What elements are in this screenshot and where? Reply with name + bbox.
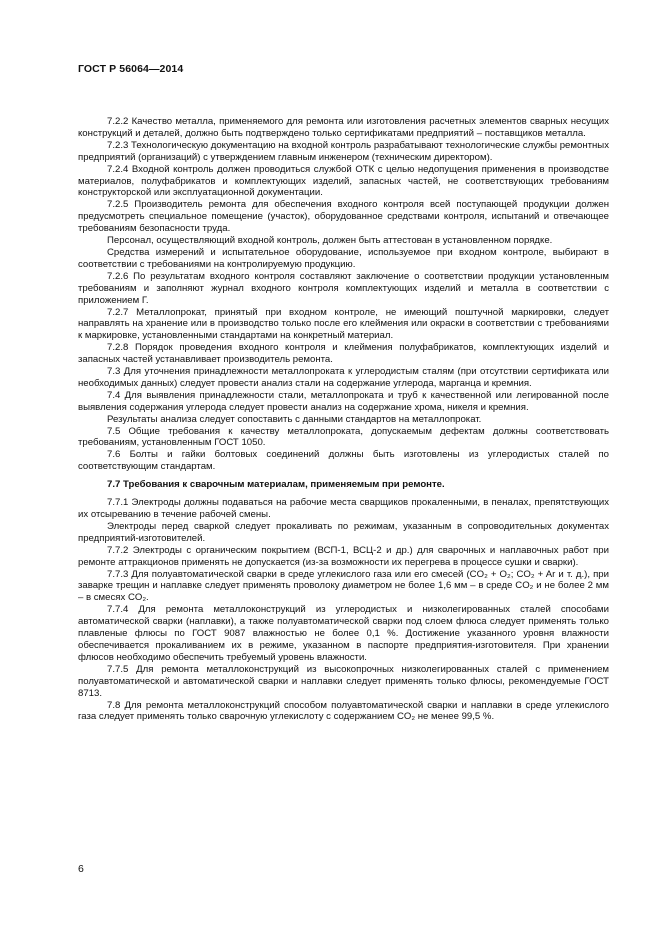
- paragraph-7-8: 7.8 Для ремонта металлоконструкций способом полуавтоматической сварки и наплавки в среде углекислого газа следует применять только сварочную углекислоту с содержанием CO₂ не менее 99,5 %.: [78, 699, 609, 723]
- paragraph-7-2-7: 7.2.7 Металлопрокат, принятый при входном контроле, не имеющий поштучной маркировки, следует направлять на хранение или в производство только после его клеймения или окраски в соответствии с требованиями к маркировке, установленными стандартами на конкретный материал.: [78, 306, 609, 342]
- paragraph-instruments: Средства измерений и испытательное оборудование, используемое при входном контроле, выбирают в соответствии с требованиями на контролируемую продукцию.: [78, 246, 609, 270]
- paragraph-7-5: 7.5 Общие требования к качеству металлопроката, допускаемым дефектам должны соответствовать требованиям, установленным ГОСТ 1050.: [78, 425, 609, 449]
- paragraph-7-7-4: 7.7.4 Для ремонта металлоконструкций из углеродистых и низколегированных сталей способами автоматической сварки (наплавки), а также полуавтоматической сварки под слоем флюса следует применять только плавленые флюсы по ГОСТ 9087 влажностью не более 0,1 %. Достижение указанного уровня влажности обеспечивается прокаливанием их в режиме, указанном в паспорте предприятия-изготовителя. При хранении флюсов необходимо обеспечить требуемый уровень влажности.: [78, 604, 609, 663]
- paragraph-7-7-5: 7.7.5 Для ремонта металлоконструкций из высокопрочных низколегированных сталей с применением полуавтоматической и автоматической сварки и наплавки следует применять только флюсы, рекомендуемые ГОСТ 8713.: [78, 663, 609, 699]
- paragraph-personnel: Персонал, осуществляющий входной контроль, должен быть аттестован в установленном порядке.: [107, 235, 553, 247]
- paragraph-analysis-results: Результаты анализа следует сопоставить с данными стандартов на металлопрокат.: [107, 413, 482, 425]
- paragraph-7-6: 7.6 Болты и гайки болтовых соединений должны быть изготовлены из углеродистых сталей по соответствующим стандартам.: [78, 449, 609, 473]
- section-title-7-7: 7.7 Требования к сварочным материалам, применяемым при ремонте.: [107, 479, 445, 491]
- paragraph-7-4: 7.4 Для выявления принадлежности стали, металлопроката и труб к качественной или легированной после выявления содержания углерода следует провести анализ на содержание хрома, никеля и кремния.: [78, 389, 609, 413]
- paragraph-7-7-2: 7.7.2 Электроды с органическим покрытием (ВСП-1, ВСЦ-2 и др.) для сварочных и наплавочных работ при ремонте аттракционов применять не допускается (из-за возможности их перегрева в процессе сушки и сварки).: [78, 544, 609, 568]
- page-number: 6: [78, 863, 84, 875]
- paragraph-7-2-3: 7.2.3 Технологическую документацию на входной контроль разрабатывают технологические службы ремонтных предприятий (организаций) с утверждением главным инженером (техническим директором).: [78, 139, 609, 163]
- paragraph-7-2-6: 7.2.6 По результатам входного контроля составляют заключение о соответствии продукции установленным требованиям и заполняют журнал входного контроля комплектующих изделий и металла в соответствии с приложением Г.: [78, 270, 609, 306]
- paragraph-7-7-1: 7.7.1 Электроды должны подаваться на рабочие места сварщиков прокаленными, в пеналах, препятствующих их отсыреванию в течение рабочей смены.: [78, 497, 609, 520]
- paragraph-electrodes-calcination: Электроды перед сваркой следует прокаливать по режимам, указанным в сопроводительных документах предприятий-изготовителей.: [78, 520, 609, 544]
- paragraph-7-2-2: 7.2.2 Качество металла, применяемого для ремонта или изготовления расчетных элементов сварных несущих конструкций и деталей, должно быть подтверждено только сертификатами предприятий – поставщиков металла.: [78, 116, 609, 139]
- paragraph-7-2-5: 7.2.5 Производитель ремонта для обеспечения входного контроля всей поступающей продукции должен предусмотреть специальное помещение (участок), оборудованное средствами контроля, испытаний и отвечающее требованиям безопасности труда.: [78, 199, 609, 235]
- paragraph-7-3: 7.3 Для уточнения принадлежности металлопроката к углеродистым сталям (при отсутствии сертификата или необходимых данных) следует провести анализ стали на содержание углерода, марганца и кремния.: [78, 366, 609, 389]
- standard-header: ГОСТ Р 56064—2014: [78, 63, 184, 75]
- document-body: [78, 116, 609, 723]
- paragraph-7-2-4: 7.2.4 Входной контроль должен проводиться службой ОТК с целью недопущения применения в производстве материалов, полуфабрикатов и комплектующих изделий, запасных частей, не соответствующих требованиям конструкторской или эксплуатационной документации.: [78, 163, 609, 199]
- paragraph-7-2-8: 7.2.8 Порядок проведения входного контроля и клеймения полуфабрикатов, комплектующих изделий и запасных частей устанавливает производитель ремонта.: [78, 342, 609, 366]
- paragraph-7-7-3: 7.7.3 Для полуавтоматической сварки в среде углекислого газа или его смесей (CO₂ + O₂; CO₂ + Ar и т. д.), при заварке трещин и наплавке следует применять проволоку диаметром не более 1,6 мм – в среде CO₂ и не более 2 мм – в смесях CO₂.: [78, 568, 609, 604]
